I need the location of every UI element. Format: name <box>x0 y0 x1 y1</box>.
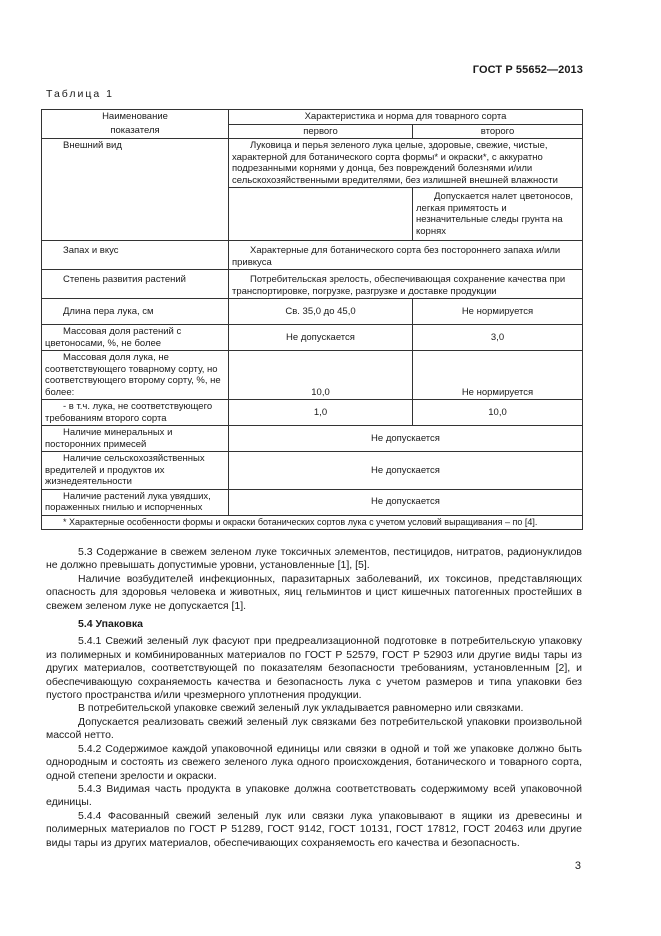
table-header-row <box>42 110 583 125</box>
table-caption: Таблица 1 <box>46 88 114 100</box>
paragraph-5-3: 5.3 Содержание в свежем зеленом луке токсичных элементов, пестицидов, нитратов, радионуклидов не должно превышать допустимые уровни, установленные [1], [5]. <box>46 546 582 572</box>
row-value: Характерные для ботанического сорта без постороннего запаха и/или привкуса <box>229 241 583 270</box>
table-row <box>42 270 583 299</box>
row-value-second: Не нормируется <box>413 351 583 400</box>
table-row <box>42 139 583 188</box>
paragraph-5-3-b: Наличие возбудителей инфекционных, паразитарных заболеваний, их токсинов, представляющих опасность для здоровья человека и животных, яиц гельминтов и цист кишечных патогенных простейших в свежем зеленом луке не допускается [1]. <box>46 572 582 612</box>
row-name: - в т.ч. лука, не соответствующего требованиям второго сорта <box>42 400 229 426</box>
paragraph-5-4-4: 5.4.4 Фасованный свежий зеленый лук или связки лука упаковывают в ящики из древесины и полимерных материалов по ГОСТ Р 51289, ГОСТ 9142, ГОСТ 10131, ГОСТ 17812, ГОСТ 20463 или другие виды тары из других материалов, обеспечивающих сохраняемость его качества и безопасность. <box>46 809 582 849</box>
row-value: Не допускается <box>229 489 583 515</box>
table-row <box>42 489 583 515</box>
row-name: Длина пера лука, см <box>42 299 229 325</box>
paragraph-5-4-1-b: В потребительской упаковке свежий зеленый лук укладывается равномерно или связками. <box>78 702 524 715</box>
header-group: Характеристика и норма для товарного сорта <box>229 110 583 125</box>
row-value-second: Не нормируется <box>413 299 583 325</box>
row-value-first: 1,0 <box>229 400 413 426</box>
paragraph-5-4-2: 5.4.2 Содержимое каждой упаковочной единицы или связки в одной и той же упаковке должно быть однородным и состоять из свежего зеленого лука одного происхождения, ботанического и товарного сорта, одной степени зрелости и окраски. <box>46 742 582 782</box>
header-second-grade: второго <box>413 124 583 139</box>
row-name: Степень развития растений <box>42 270 229 299</box>
table-row <box>42 188 583 241</box>
standard-designation: ГОСТ Р 55652—2013 <box>472 64 583 76</box>
row-value-first: Не допускается <box>229 325 413 351</box>
header-name-bottom: показателя <box>42 124 229 139</box>
row-value-first: 10,0 <box>229 351 413 400</box>
header-first-grade: первого <box>229 124 413 139</box>
page-number: 3 <box>574 860 581 872</box>
row-name: Наличие минеральных и посторонних примесей <box>42 426 229 452</box>
body-text <box>46 546 582 850</box>
empty-cell <box>42 188 229 241</box>
row-name: Запах и вкус <box>42 241 229 270</box>
table-footnote-row <box>42 515 583 530</box>
row-value-second: Допускается налет цветоносов, легкая примятость и незначительные следы грунта на корнях <box>413 188 583 241</box>
row-value: Не допускается <box>229 426 583 452</box>
paragraph-5-4-1-c: Допускается реализовать свежий зеленый лук связками без потребительской упаковки произвольной массой нетто. <box>46 715 582 742</box>
table-row <box>42 426 583 452</box>
table-row <box>42 241 583 270</box>
row-name: Наличие сельскохозяйственных вредителей и продуктов их жизнедеятельности <box>42 452 229 490</box>
table-row <box>42 351 583 400</box>
row-name: Массовая доля растений с цветоносами, %, не более <box>42 325 229 351</box>
row-value: Потребительская зрелость, обеспечивающая сохранение качества при транспортировке, погрузке, разгрузке и доставке продукции <box>229 270 583 299</box>
row-name: Внешний вид <box>42 139 229 188</box>
table-row <box>42 299 583 325</box>
empty-cell <box>229 188 413 241</box>
table-row <box>42 400 583 426</box>
table-footnote: * Характерные особенности формы и окраски ботанических сортов лука с учетом условий выращивания – по [4]. <box>42 515 583 530</box>
paragraph-5-4-3: 5.4.3 Видимая часть продукта в упаковке должна соответствовать содержимому всей упаковочной единицы. <box>46 782 582 809</box>
row-value-second: 10,0 <box>413 400 583 426</box>
row-value-second: 3,0 <box>413 325 583 351</box>
row-name: Наличие растений лука увядших, пораженных гнилью и испорченных <box>42 489 229 515</box>
table-row <box>42 452 583 490</box>
quality-table <box>41 109 583 530</box>
table-subheader-row <box>42 124 583 139</box>
row-value-first: Св. 35,0 до 45,0 <box>229 299 413 325</box>
row-name: Массовая доля лука, не соответствующего товарному сорту, но соответствующего второму сорту, %, не более: <box>42 351 229 400</box>
table-row <box>42 325 583 351</box>
row-value: Луковица и перья зеленого лука целые, здоровые, свежие, чистые, характерной для ботанического сорта формы* и окраски*, с аккуратно подрезанными корнями у донца, без повреждений болезнями и/или сельскохозяйственными вредителями, без излишней внешней влажности <box>229 139 583 188</box>
section-heading-5-4: 5.4 Упаковка <box>78 618 143 631</box>
paragraph-5-4-1: 5.4.1 Свежий зеленый лук фасуют при предреализационной подготовке в потребительскую упаковку из полимерных и комбинированных материалов по ГОСТ Р 52579, ГОСТ Р 52903 или другие виды тары из других материалов, соответствующей по показателям безопасности требованиям, установленным [2], и обеспечивающую сохраняемость качества и безопасность лука с учетом размеров и типа упаковки без пустого пространства и/или чрезмерного уплотнения продукции. <box>46 635 582 702</box>
row-value: Не допускается <box>229 452 583 490</box>
header-name-top: Наименование <box>42 110 229 125</box>
